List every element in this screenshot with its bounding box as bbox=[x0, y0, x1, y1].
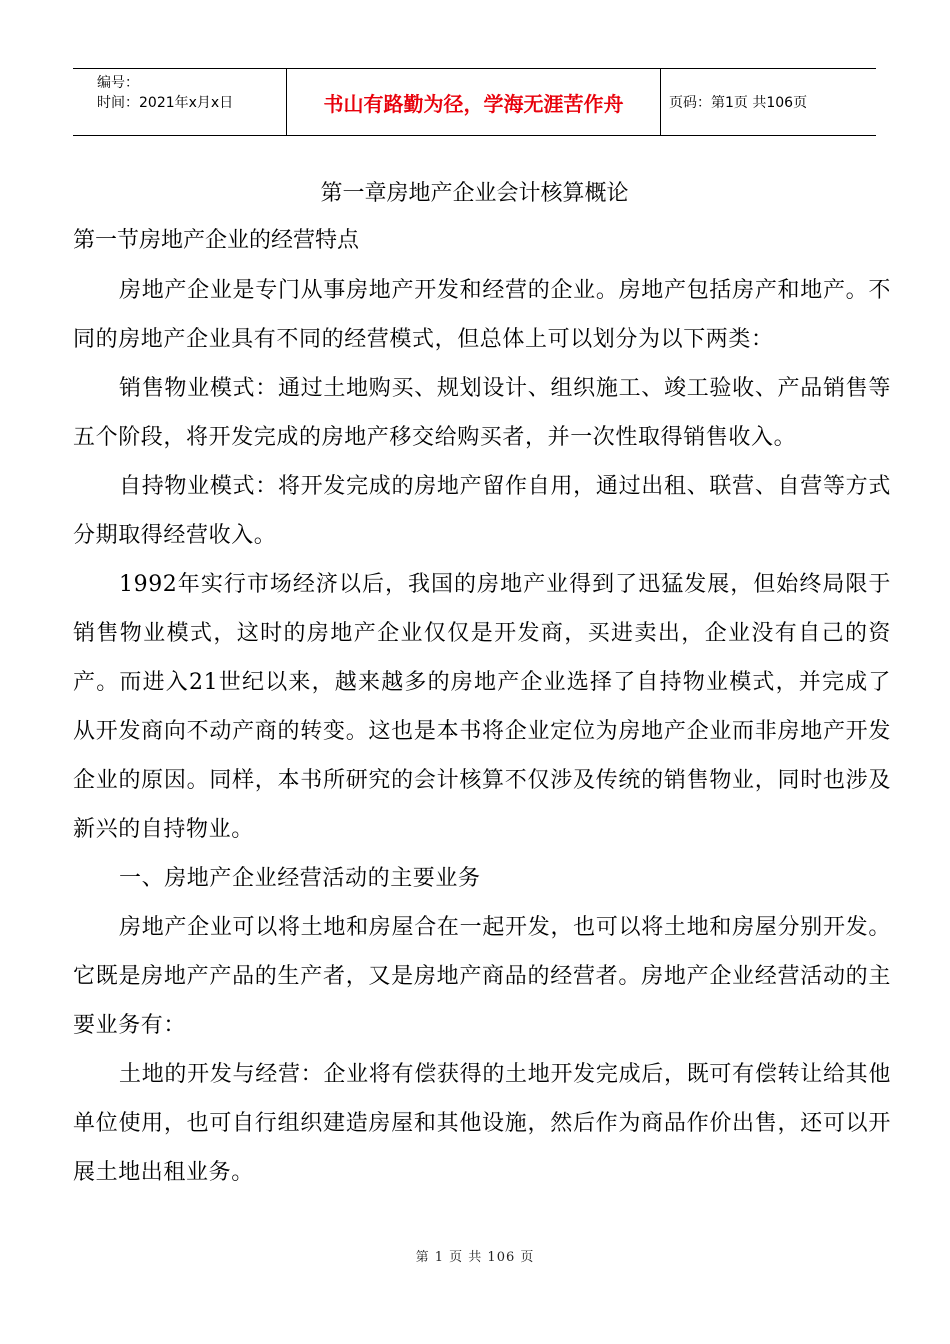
page-header bbox=[73, 68, 876, 136]
paragraph: 房地产企业是专门从事房地产开发和经营的企业。房地产包括房产和地产。不同的房地产企业具有不同的经营模式，但总体上可以划分为以下两类： bbox=[73, 278, 891, 352]
paragraph: 销售物业模式：通过土地购买、规划设计、组织施工、竣工验收、产品销售等五个阶段，将开发完成的房地产移交给购买者，并一次性取得销售收入。 bbox=[73, 376, 891, 450]
header-meta bbox=[73, 69, 287, 135]
header-page-info: 页码：第1页 共106页 bbox=[669, 95, 808, 111]
number-label: 编号： bbox=[97, 75, 139, 91]
page-footer: 第 1 页 共 106 页 bbox=[415, 1250, 535, 1265]
paragraph: 自持物业模式：将开发完成的房地产留作自用，通过出租、联营、自营等方式分期取得经营收入。 bbox=[73, 474, 891, 548]
chapter-title: 第一章房地产企业会计核算概论 bbox=[320, 181, 629, 206]
document-body bbox=[73, 172, 893, 1197]
time-label: 时间：2021年x月x日 bbox=[97, 95, 234, 111]
subheading: 一、房地产企业经营活动的主要业务 bbox=[119, 866, 481, 891]
section-title: 第一节房地产企业的经营特点 bbox=[73, 228, 360, 253]
paragraph: 房地产企业可以将土地和房屋合在一起开发，也可以将土地和房屋分别开发。它既是房地产产品的生产者，又是房地产商品的经营者。房地产企业经营活动的主要业务有： bbox=[73, 915, 891, 1038]
paragraph: 土地的开发与经营：企业将有偿获得的土地开发完成后，既可有偿转让给其他单位使用，也可自行组织建造房屋和其他设施，然后作为商品作价出售，还可以开展土地出租业务。 bbox=[73, 1062, 891, 1185]
paragraph: 1992年实行市场经济以后，我国的房地产业得到了迅猛发展，但始终局限于销售物业模式，这时的房地产企业仅仅是开发商，买进卖出，企业没有自己的资产。而进入21世纪以来，越来越多的房地产企业选择了自持物业模式，并完成了从开发商向不动产商的转变。这也是本书将企业定位为房地产企业而非房地产开发企业的原因。同样，本书所研究的会计核算不仅涉及传统的销售物业，同时也涉及新兴的自持物业。 bbox=[73, 572, 891, 842]
header-motto: 书山有路勤为径，学海无涯苦作舟 bbox=[287, 69, 661, 135]
